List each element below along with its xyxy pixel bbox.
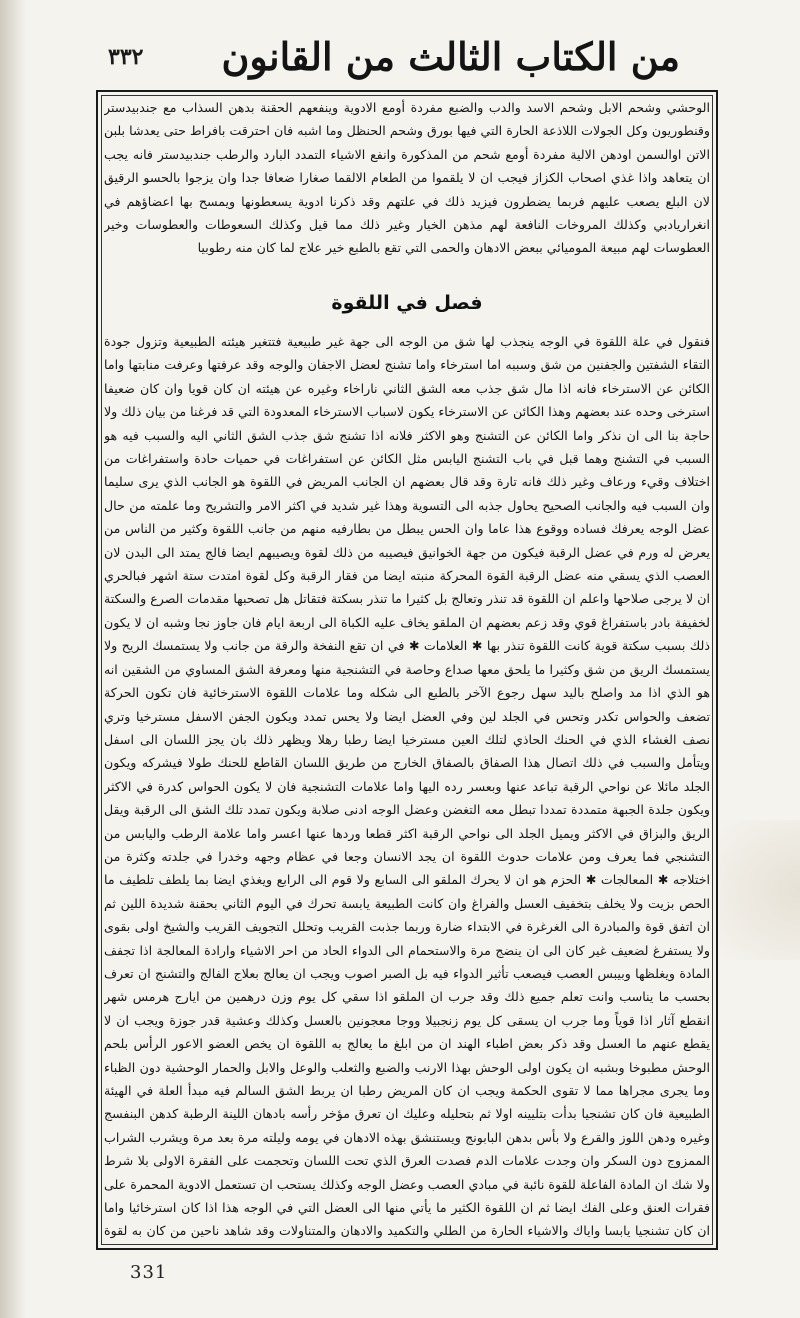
page-number: 331 — [130, 1262, 168, 1283]
paper-stain — [720, 820, 800, 960]
main-paragraph: فنقول في علة اللقوة في الوجه ينجذب لها شق من الوجه الى جهة غير طبيعية فتتغير هيئته الطبيعية وتزول جودة التقاء الشفتين والجفنين من شق وسببه اما استرخاء واما تشنج لعضل الاجفان والوجه وقد عرفتها وعرفت منابتها واما الكائن عن الاسترخاء فانه اذا مال شق جذب معه الشق الثاني ناراخاء وغيره عن هيئته ان كان قويا وان كان ضعيفا استرخى وحده عند بعضهم وهذا الكائن عن الاسترخاء يكون لاسباب الاسترخاء المعدودة التي قد فرغنا من بيان ذلك ولا حاجة بنا الى ان نذكر واما الكائن عن التشنج وهو الاكثر فلانه اذا تشنج شق جذب الشق الثاني اليه والسبب فيه هو السبب في التشنج وهما قبل في باب التشنج اليابس مثل الكائن عن استفراغات في حميات حادة واستفراغات من اختلاف وقيء ورعاف وغير ذلك فانه تارة وقد قال بعضهم ان الجانب المريض في اللقوة هو الجانب الذي يرى سليما وان السبب فيه والجانب الصحيح يحاول جذبه الى التسوية وهذا غير شديد في اكثر الامر والتشريح وما علمته من حال عضل الوجه يعرفك فساده ووقوع هذا عاما وان الحس يبطل من بطارفيه منهم من جانب اللقوة وكثير من الناس من يعرض له ورم في عضل الرقبة فيكون من جهة الخوانيق فيصيبه من ذلك لقوة ويصيبهم ايضا فالج يمتد الى البدن لان العصب الذي يسقي منه عضل الرقبة القوة المحركة منبته ايضا من فقار الرقبة وكل لقوة امتدت ستة اشهر فبالحري ان لا يرجى صلاحها واعلم ان اللقوة قد تنذر وتعالج بل كثيرا ما تنذر بسكتة فتقاتل هل تصحبها مقدمات الصرع والسكتة لخفيفة بادر باستفراغ قوي وقد زعم بعضهم ان الملقو يخاف عليه الكباة الى اربعة ايام فان جاوز نجا وشبه ان لا يكون ذلك بسبب سكتة قوية كانت اللقوة تنذر بها ✱ العلامات ✱ في ان تقع النفخة والرقة من جانب ولا يستمسك الريح ولا يستمسك الريق من شق وكثيرا ما يلحق معها صداع وحاصة في التشنجية منها ومعرفة الشق المساوي من الشقين انه هو الذي اذا مد واصلح باليد سهل رجوع الآخر بالطبع الى شكله وما علامات اللقوة الاسترخائية فان تكون الحركة تضعف والحواس تكدر وتحس في الجلد لين وفي العضل ايضا ولا يحس تمدد ويكون الجفن الاسفل مسترخيا وتري نصف الغشاء الذي في الحنك الحاذي لتلك العين مسترخيا ايضا رطبا رهلا ويظهر ذلك بان يجز اللسان الى اسفل ويتأمل والسبب في ذلك اتصال هذا الصفاق بالصفاق الخارج من طريق اللسان القاطع للحنك طولا فيشركه ويكون الجلد مائلا عن نواحي الرقبة تباعد عنها وبعسر رده اليها واما علامات التشنجية فان لا يكون الحواس كدرة في الاكثر ويكون جلدة الجبهة متمددة تمددا تبطل معه التغضن وعضل الوجه ادنى صلابة ويكون تمدد تلك الشق الى الرقبة ويقل الريق والبزاق في الاكثر ويميل الجلد الى نواحي الرقبة اكثر قطعا وردها عنها اعسر واما علامة الرطب واليابس من التشنجي فما يعرف ومن علامات حدوث اللقوة ان يجد الانسان وجعا في عظام وجهه وخدرا في جلدته وكثرة من اختلاجه ✱ المعالجات ✱ الحزم هو ان لا يحرك الملقو الى السابع ولا قوم الى الرابع ويغذي ايضا بما يلطف تلطيف ما الحص بزيت ولا يخلف بتخفيف العسل والفراغ وان كانت الطبيعة يابسة تحرك في اليوم الثاني بحقنة شديدة اللين ثم ان اتفق قوة والمبادرة الى الغرغرة في الابتداء ضارة وربما جذبت القريب وتحلل التجويف القريب والشيخ اولى بقوى ولا يستفرغ لضعيف غير كان الى ان ينضج مرة والاستحمام الى الدواء الحاد من احر الاشياء وارادة المعالجة اذا تجفف المادة ويغلظها وبيبس العصب فيصعب تأثير الدواء فيه بل الصبر اصوب ويجب ان يعالج بعلاج الفالج والتشنج ان تعرف بحسب ما يناسب وانت تعلم جميع ذلك وقد جرب ان الملقو اذا سقي كل يوم وزن درهمين من ايارج هرمس شهر انقطع آثار اذا قوياً وما جرب ان يسقى كل يوم زنجبيلا ووجا معجونين بالعسل وكذلك وعشية قدر جوزة ويجب ان لا يقطع عنهم ما العسل وقد ذكر بعض اطباء الهند ان من ابلغ ما يعالج به اللقوة ان يخص العضو الاعور الرأس بلحم الوحش مطبوخا وبشبه ان يكون اولى الوحش بهذا الارنب والضبع والثعلب والوعل والابل والحمار الوحشية دون الظباء وما يجرى مجراها مما لا تقوى الحكمة ويجب ان كان المريض رطبا ان يربط الشق السالم فيه مبدأ العلة في الهيئة الطبيعية فان كان تشنجيا بدأت بتليينه اولا ثم بتحليله وعليك ان تعرق مؤخر رأسه بادهان اللينة الرطبة كدهن البنفسج وغيره ودهن اللوز والقرع ولا بأس بدهن البابونج ويستنشق بهذه الادهان في يومه وليلته مرة بعد مرة ويشرب الشراب الممزوج دون السكر وان وجدت علامات الدم فصدت العرق الذي تحت اللسان وتحجمت على الفقرة الاولى بلا شرط ولا شك ان المادة الفاعلة للقوة نائبة في مبادي العصب وعضل الوجه وكذلك يستحب ان تستعمل الادوية المحمرة على فقرات العنق وعلى الفك ايضا ثم ان اللقوة الكثير ما يأتي منها الى العضل التي في الوجه هذا اذا كان استرخائيا واما ان كان تشنجيا يابسا واياك والاشياء الحارة من الطلي والتكميد والادهان والمتناولات وقد شاهد ناحين من كان به لقوة — [104, 334, 710, 1239]
folio-number: ٣٣٢ — [108, 44, 144, 70]
section-heading: فصل في اللقوة — [331, 292, 483, 314]
opening-paragraph: الوحشي وشحم الابل وشحم الاسد والدب والضبع مفردة أومع الادوية وينفعهم الحقنة بدهن السذاب مع جندبيدستر وقنطوريون وكل الجولات اللاذعة الحارة التي فيها بورق وشحم الحنظل وما اشبه فان احترقت بافراط حتى يعدشا بلبن الاتن اوالسمن اودهن الالية مفردة أومع شحم من المذكورة وانفع الاشياء التمدد البارد والرطب جندبيدستر فانه يجب ان يتعاهد واذا غذي اصحاب الكزاز فيجب ان لا يلقموا من الطعام الالقما صغارا ضعافا جدا وان يزجوا بالحسو الرقيق لان البلع يصعب عليهم فربما يضطرون فيزيد ذلك في علتهم وقد ذكرنا ادوية يسعطونها ويمسح بها اعضاؤهم في انغراريادبي وكذلك المروخات النافعة لهم مذهن الخيار وغير ذلك مما قيل وكذلك السعوطات والعطوسات وخير العطوسات لهم مبيعة الموميائي ببعض الادهان والحمى التي تقع بالطبع خير علاج لما كان منه رطوبيا — [104, 100, 710, 256]
binding-shadow — [0, 0, 26, 1318]
running-header-title: من الكتاب الثالث من القانون — [221, 34, 680, 79]
